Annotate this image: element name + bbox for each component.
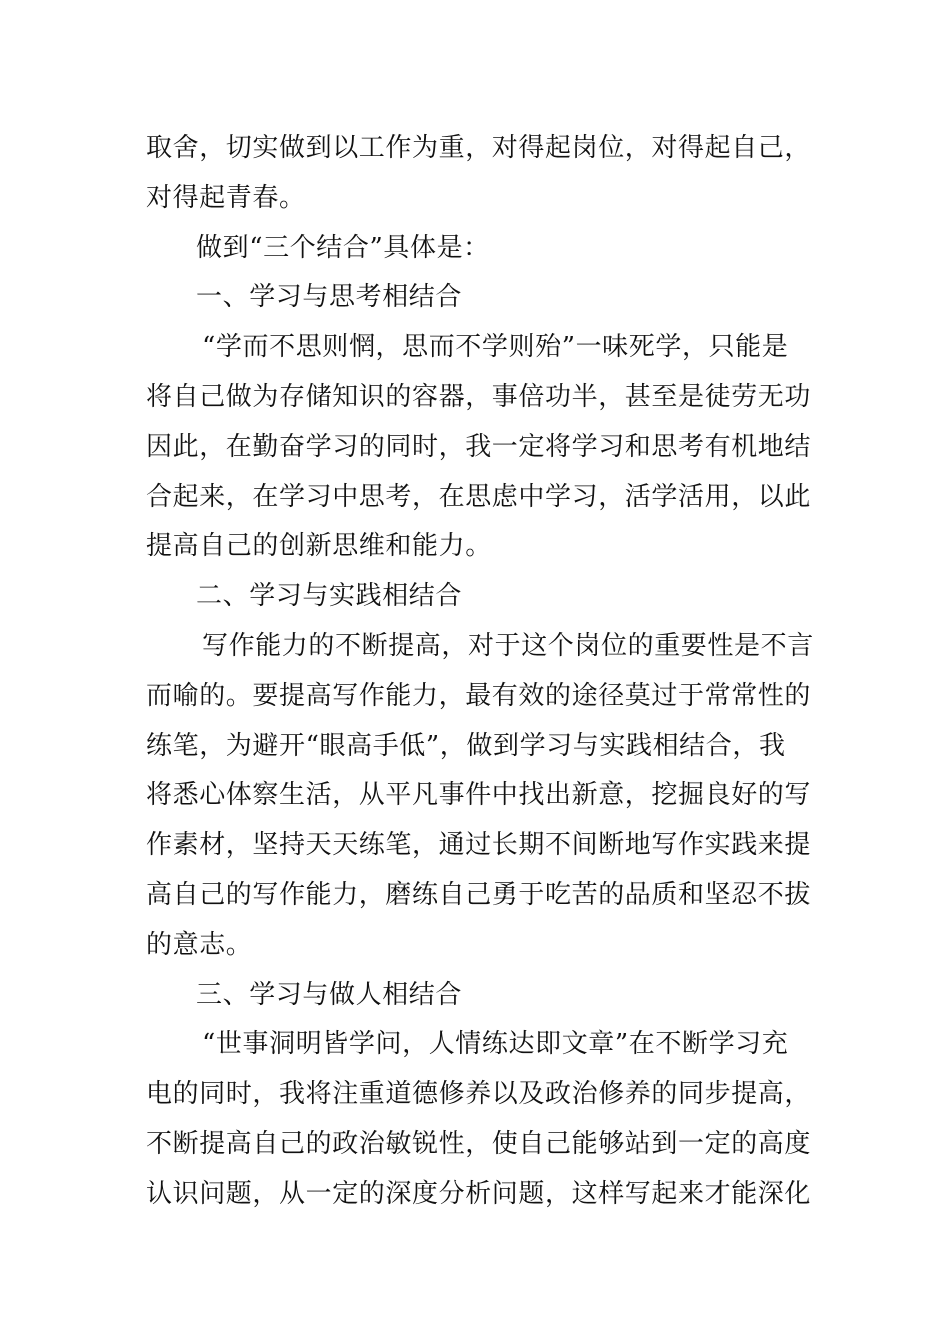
text-line: 而喻的。要提高写作能力，最有效的途径莫过于常常性的 <box>146 680 812 711</box>
text-line: 的意志。 <box>146 929 253 960</box>
text-line: 取舍，切实做到以工作为重，对得起岗位，对得起自己， <box>146 133 812 163</box>
text-line: 作素材，坚持天天练笔，通过长期不间断地写作实践来提 <box>146 830 812 861</box>
document-body <box>146 124 814 1220</box>
text-line: 练笔，为避开“眼高手低”，做到学习与实践相结合，我 <box>146 730 786 761</box>
text-line: 提高自己的创新思维和能力。 <box>146 531 492 562</box>
text-line: 将自己做为存储知识的容器，事倍功半，甚至是徒劳无功 <box>146 381 812 412</box>
text-line: 合起来，在学习中思考，在思虑中学习，活学活用，以此 <box>146 481 812 512</box>
section-heading-2: 二、学习与实践相结合 <box>196 581 463 612</box>
paragraph-line: “世事洞明皆学问，人情练达即文章”在不断学习充 <box>202 1029 789 1060</box>
section-heading-3: 三、学习与做人相结合 <box>196 979 463 1010</box>
text-line: 对得起青春。 <box>146 182 306 213</box>
paragraph-line: 写作能力的不断提高，对于这个岗位的重要性是不言 <box>202 630 814 661</box>
section-heading-1: 一、学习与思考相结合 <box>196 282 463 313</box>
paragraph-line: 做到“三个结合”具体是： <box>196 232 490 263</box>
text-line: 因此，在勤奋学习的同时，我一定将学习和思考有机地结 <box>146 431 812 462</box>
paragraph-line: “学而不思则惘，思而不学则殆”一味死学，只能是 <box>202 332 789 363</box>
text-line: 电的同时，我将注重道德修养以及政治修养的同步提高， <box>146 1079 812 1110</box>
text-line: 不断提高自己的政治敏锐性，使自己能够站到一定的高度 <box>146 1128 812 1159</box>
text-line: 高自己的写作能力，磨练自己勇于吃苦的品质和坚忍不拔 <box>146 879 812 910</box>
text-line: 将悉心体察生活，从平凡事件中找出新意，挖掘良好的写 <box>146 780 812 811</box>
text-line: 认识问题，从一定的深度分析问题，这样写起来才能深化 <box>146 1178 812 1209</box>
